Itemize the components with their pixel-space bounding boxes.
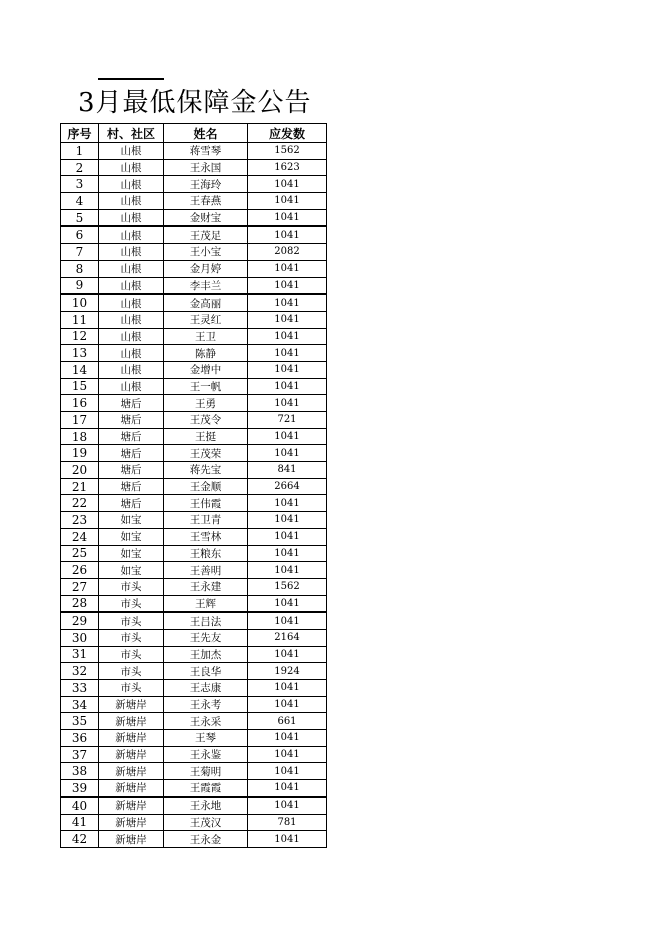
cell-name: 王挺 [164,428,248,445]
table-row [61,528,327,545]
cell-village: 山根 [99,311,164,328]
table-row [61,646,327,663]
cell-village: 新塘岸 [99,713,164,730]
cell-amount: 841 [248,462,327,479]
cell-village: 新塘岸 [99,814,164,831]
cell-amount: 721 [248,412,327,429]
table-row [61,277,327,294]
cell-name: 王霞霞 [164,780,248,797]
cell-village: 山根 [99,294,164,311]
table-row [61,629,327,646]
cell-seq: 12 [61,328,99,345]
cell-amount: 1041 [248,562,327,579]
cell-name: 王卫青 [164,512,248,529]
cell-seq: 38 [61,763,99,780]
cell-village: 市头 [99,578,164,595]
table-row [61,495,327,512]
cell-seq: 28 [61,595,99,612]
cell-village: 市头 [99,646,164,663]
cell-name: 王伟霞 [164,495,248,512]
cell-amount: 1041 [248,277,327,294]
table-row [61,713,327,730]
cell-seq: 3 [61,176,99,193]
cell-amount: 781 [248,814,327,831]
cell-name: 王良华 [164,663,248,680]
table-row [61,345,327,362]
cell-village: 山根 [99,277,164,294]
header-name: 姓名 [164,124,248,143]
table-row [61,595,327,612]
table-row [61,763,327,780]
cell-village: 市头 [99,595,164,612]
cell-name: 王卫 [164,328,248,345]
table-row [61,663,327,680]
cell-village: 市头 [99,663,164,680]
cell-amount: 1041 [248,294,327,311]
cell-seq: 17 [61,412,99,429]
cell-village: 塘后 [99,495,164,512]
cell-village: 山根 [99,176,164,193]
subsidy-table [60,123,327,848]
cell-amount: 1041 [248,831,327,848]
cell-name: 王菊明 [164,763,248,780]
table-row [61,562,327,579]
cell-amount: 1041 [248,746,327,763]
cell-amount: 1041 [248,612,327,629]
cell-name: 王小宝 [164,244,248,261]
cell-seq: 8 [61,260,99,277]
cell-name: 王永地 [164,797,248,814]
cell-village: 如宝 [99,562,164,579]
cell-amount: 2664 [248,478,327,495]
header-village: 村、社区 [99,124,164,143]
cell-village: 新塘岸 [99,831,164,848]
table-row [61,176,327,193]
cell-name: 王雪林 [164,528,248,545]
cell-name: 陈静 [164,345,248,362]
table-row [61,209,327,226]
cell-amount: 2164 [248,629,327,646]
cell-name: 金高丽 [164,294,248,311]
cell-amount: 1041 [248,345,327,362]
cell-seq: 13 [61,345,99,362]
cell-name: 李丰兰 [164,277,248,294]
cell-seq: 7 [61,244,99,261]
cell-seq: 41 [61,814,99,831]
cell-name: 王志康 [164,680,248,697]
header-amount: 应发数 [248,124,327,143]
cell-name: 王勇 [164,395,248,412]
cell-amount: 1041 [248,495,327,512]
cell-name: 金增中 [164,361,248,378]
table-row [61,680,327,697]
cell-amount: 1562 [248,578,327,595]
cell-amount: 2082 [248,244,327,261]
table-row [61,545,327,562]
table-row [61,512,327,529]
cell-village: 山根 [99,159,164,176]
cell-seq: 24 [61,528,99,545]
cell-seq: 19 [61,445,99,462]
table-row [61,478,327,495]
cell-amount: 1041 [248,445,327,462]
cell-amount: 1041 [248,311,327,328]
cell-seq: 23 [61,512,99,529]
cell-name: 王春燕 [164,193,248,210]
table-body [61,143,327,848]
table-row [61,294,327,311]
cell-village: 山根 [99,193,164,210]
cell-seq: 14 [61,361,99,378]
cell-name: 王茂令 [164,412,248,429]
header-seq: 序号 [61,124,99,143]
table-row [61,226,327,243]
cell-amount: 1041 [248,193,327,210]
table-row [61,814,327,831]
cell-amount: 1041 [248,696,327,713]
page-title: 3月最低保障金公告 [78,88,312,118]
cell-village: 塘后 [99,428,164,445]
table-row [61,730,327,747]
cell-name: 王金顺 [164,478,248,495]
cell-name: 王加杰 [164,646,248,663]
cell-amount: 1041 [248,797,327,814]
cell-name: 王永国 [164,159,248,176]
cell-village: 塘后 [99,412,164,429]
table-row [61,193,327,210]
cell-amount: 1041 [248,361,327,378]
cell-village: 山根 [99,226,164,243]
cell-name: 王永金 [164,831,248,848]
cell-seq: 33 [61,680,99,697]
cell-name: 金财宝 [164,209,248,226]
cell-name: 王辉 [164,595,248,612]
cell-village: 市头 [99,629,164,646]
cell-seq: 21 [61,478,99,495]
cell-seq: 37 [61,746,99,763]
cell-seq: 11 [61,311,99,328]
cell-amount: 1041 [248,209,327,226]
table-row [61,612,327,629]
cell-village: 新塘岸 [99,746,164,763]
cell-amount: 1041 [248,680,327,697]
cell-amount: 1562 [248,143,327,160]
cell-village: 山根 [99,378,164,395]
cell-name: 王海玲 [164,176,248,193]
cell-seq: 15 [61,378,99,395]
cell-amount: 1041 [248,780,327,797]
cell-village: 如宝 [99,512,164,529]
table-row [61,159,327,176]
table-row [61,831,327,848]
cell-name: 王吕法 [164,612,248,629]
cell-name: 王茂足 [164,226,248,243]
cell-amount: 1041 [248,528,327,545]
cell-seq: 18 [61,428,99,445]
cell-seq: 27 [61,578,99,595]
table-header-row [61,124,327,143]
cell-seq: 1 [61,143,99,160]
table-row [61,361,327,378]
cell-seq: 9 [61,277,99,294]
cell-amount: 1041 [248,176,327,193]
table-row [61,311,327,328]
cell-village: 如宝 [99,528,164,545]
cell-village: 山根 [99,260,164,277]
cell-village: 山根 [99,209,164,226]
cell-village: 山根 [99,345,164,362]
table-row [61,462,327,479]
cell-village: 新塘岸 [99,763,164,780]
cell-amount: 1041 [248,545,327,562]
cell-seq: 4 [61,193,99,210]
cell-amount: 1041 [248,226,327,243]
table-row [61,378,327,395]
cell-seq: 36 [61,730,99,747]
cell-name: 金月婷 [164,260,248,277]
cell-amount: 1041 [248,646,327,663]
cell-seq: 35 [61,713,99,730]
cell-name: 王茂汉 [164,814,248,831]
cell-village: 新塘岸 [99,696,164,713]
cell-village: 新塘岸 [99,797,164,814]
cell-seq: 22 [61,495,99,512]
table-row [61,260,327,277]
cell-village: 如宝 [99,545,164,562]
cell-seq: 31 [61,646,99,663]
cell-seq: 32 [61,663,99,680]
cell-village: 新塘岸 [99,780,164,797]
cell-amount: 1041 [248,328,327,345]
cell-village: 山根 [99,143,164,160]
table-row [61,445,327,462]
cell-amount: 661 [248,713,327,730]
table-row [61,143,327,160]
cell-amount: 1041 [248,730,327,747]
cell-seq: 5 [61,209,99,226]
cell-village: 塘后 [99,395,164,412]
cell-name: 蒋先宝 [164,462,248,479]
cell-seq: 42 [61,831,99,848]
cell-amount: 1041 [248,428,327,445]
cell-seq: 6 [61,226,99,243]
cell-name: 王灵红 [164,311,248,328]
cell-village: 新塘岸 [99,730,164,747]
cell-name: 王茂荣 [164,445,248,462]
table-row [61,797,327,814]
table-row [61,328,327,345]
cell-seq: 25 [61,545,99,562]
cell-village: 塘后 [99,445,164,462]
cell-amount: 1041 [248,260,327,277]
cell-amount: 1041 [248,378,327,395]
table-row [61,780,327,797]
cell-name: 王先友 [164,629,248,646]
table-row [61,428,327,445]
cell-name: 王永建 [164,578,248,595]
cell-seq: 20 [61,462,99,479]
cell-name: 王琴 [164,730,248,747]
cell-name: 蒋雪琴 [164,143,248,160]
cell-seq: 34 [61,696,99,713]
title-top-rule [98,78,164,80]
cell-amount: 1041 [248,395,327,412]
table-row [61,696,327,713]
cell-name: 王永采 [164,713,248,730]
cell-amount: 1041 [248,512,327,529]
cell-village: 山根 [99,244,164,261]
cell-name: 王一帆 [164,378,248,395]
cell-village: 市头 [99,680,164,697]
table-row [61,412,327,429]
cell-name: 王粮东 [164,545,248,562]
cell-name: 王永考 [164,696,248,713]
cell-village: 塘后 [99,478,164,495]
table-row [61,395,327,412]
cell-village: 山根 [99,361,164,378]
cell-seq: 16 [61,395,99,412]
cell-name: 王善明 [164,562,248,579]
table-row [61,244,327,261]
cell-village: 市头 [99,612,164,629]
table-row [61,746,327,763]
cell-seq: 10 [61,294,99,311]
cell-seq: 39 [61,780,99,797]
cell-amount: 1041 [248,595,327,612]
cell-seq: 2 [61,159,99,176]
cell-amount: 1623 [248,159,327,176]
cell-amount: 1041 [248,763,327,780]
table-row [61,578,327,595]
cell-seq: 30 [61,629,99,646]
cell-seq: 29 [61,612,99,629]
cell-village: 山根 [99,328,164,345]
cell-name: 王永鉴 [164,746,248,763]
cell-village: 塘后 [99,462,164,479]
cell-seq: 40 [61,797,99,814]
cell-seq: 26 [61,562,99,579]
cell-amount: 1924 [248,663,327,680]
